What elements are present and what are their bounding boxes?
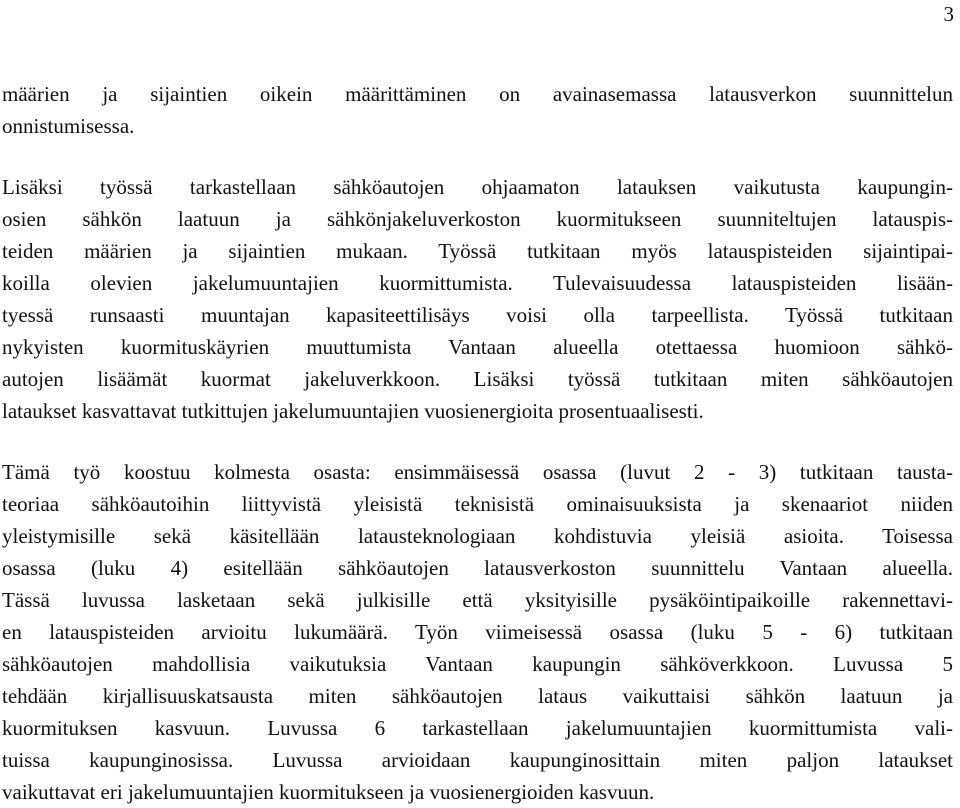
text-line: koilla olevien jakelumuuntajien kuormittumista. Tulevaisuudessa latauspisteiden lisään- [2, 271, 953, 295]
text-line: lataukset kasvattavat tutkittujen jakelumuuntajien vuosienergioita prosentuaalisesti. [2, 399, 704, 423]
text-line: Tämä työ koostuu kolmesta osasta: ensimmäisessä osassa (luvut 2 - 3) tutkitaan tausta- [2, 460, 953, 484]
text-line: en latauspisteiden arvioitu lukumäärä. Työn viimeisessä osassa (luku 5 - 6) tutkitaan [2, 620, 953, 644]
text-line: Tässä luvussa lasketaan sekä julkisille että yksityisille pysäköintipaikoille rakennettavi- [2, 588, 953, 612]
text-line: osien sähkön laatuun ja sähkönjakeluverkoston kuormitukseen suunniteltujen latauspis- [2, 207, 953, 231]
text-line: onnistumisessa. [2, 114, 135, 138]
text-line: kuormituksen kasvuun. Luvussa 6 tarkastellaan jakelumuuntajien kuormittumista vali- [2, 716, 953, 740]
text-line: yleistymisille sekä käsitellään latausteknologiaan kohdistuvia yleisiä asioita. Toisessa [2, 524, 953, 548]
text-line: teoriaa sähköautoihin liittyvistä yleisistä teknisistä ominaisuuksista ja skenaariot niiden [2, 492, 953, 516]
paragraph-3 [2, 456, 953, 808]
text-line: teiden määrien ja sijaintien mukaan. Työssä tutkitaan myös latauspisteiden sijaintipai- [2, 239, 953, 263]
document-body [2, 78, 953, 808]
text-line: tuissa kaupunginosissa. Luvussa arvioidaan kaupunginosittain miten paljon lataukset [2, 748, 953, 772]
text-line: osassa (luku 4) esitellään sähköautojen latausverkoston suunnittelu Vantaan alueella. [2, 556, 953, 580]
text-line: nykyisten kuormituskäyrien muuttumista Vantaan alueella otettaessa huomioon sähkö- [2, 335, 953, 359]
text-line: määrien ja sijaintien oikein määrittäminen on avainasemassa latausverkon suunnittelun [2, 82, 953, 106]
text-line: tyessä runsaasti muuntajan kapasiteettilisäys voisi olla tarpeellista. Työssä tutkitaan [2, 303, 953, 327]
text-line: tehdään kirjallisuuskatsausta miten sähköautojen lataus vaikuttaisi sähkön laatuun ja [2, 684, 953, 708]
text-line: Lisäksi työssä tarkastellaan sähköautojen ohjaamaton latauksen vaikutusta kaupungin- [2, 175, 953, 199]
page-number: 3 [943, 2, 954, 26]
text-line: sähköautojen mahdollisia vaikutuksia Vantaan kaupungin sähköverkkoon. Luvussa 5 [2, 652, 953, 676]
text-line: autojen lisäämät kuormat jakeluverkkoon. Lisäksi työssä tutkitaan miten sähköautojen [2, 367, 953, 391]
text-line: vaikuttavat eri jakelumuuntajien kuormitukseen ja vuosienergioiden kasvuun. [2, 780, 655, 804]
paragraph-2 [2, 171, 953, 427]
paragraph-1 [2, 78, 953, 142]
